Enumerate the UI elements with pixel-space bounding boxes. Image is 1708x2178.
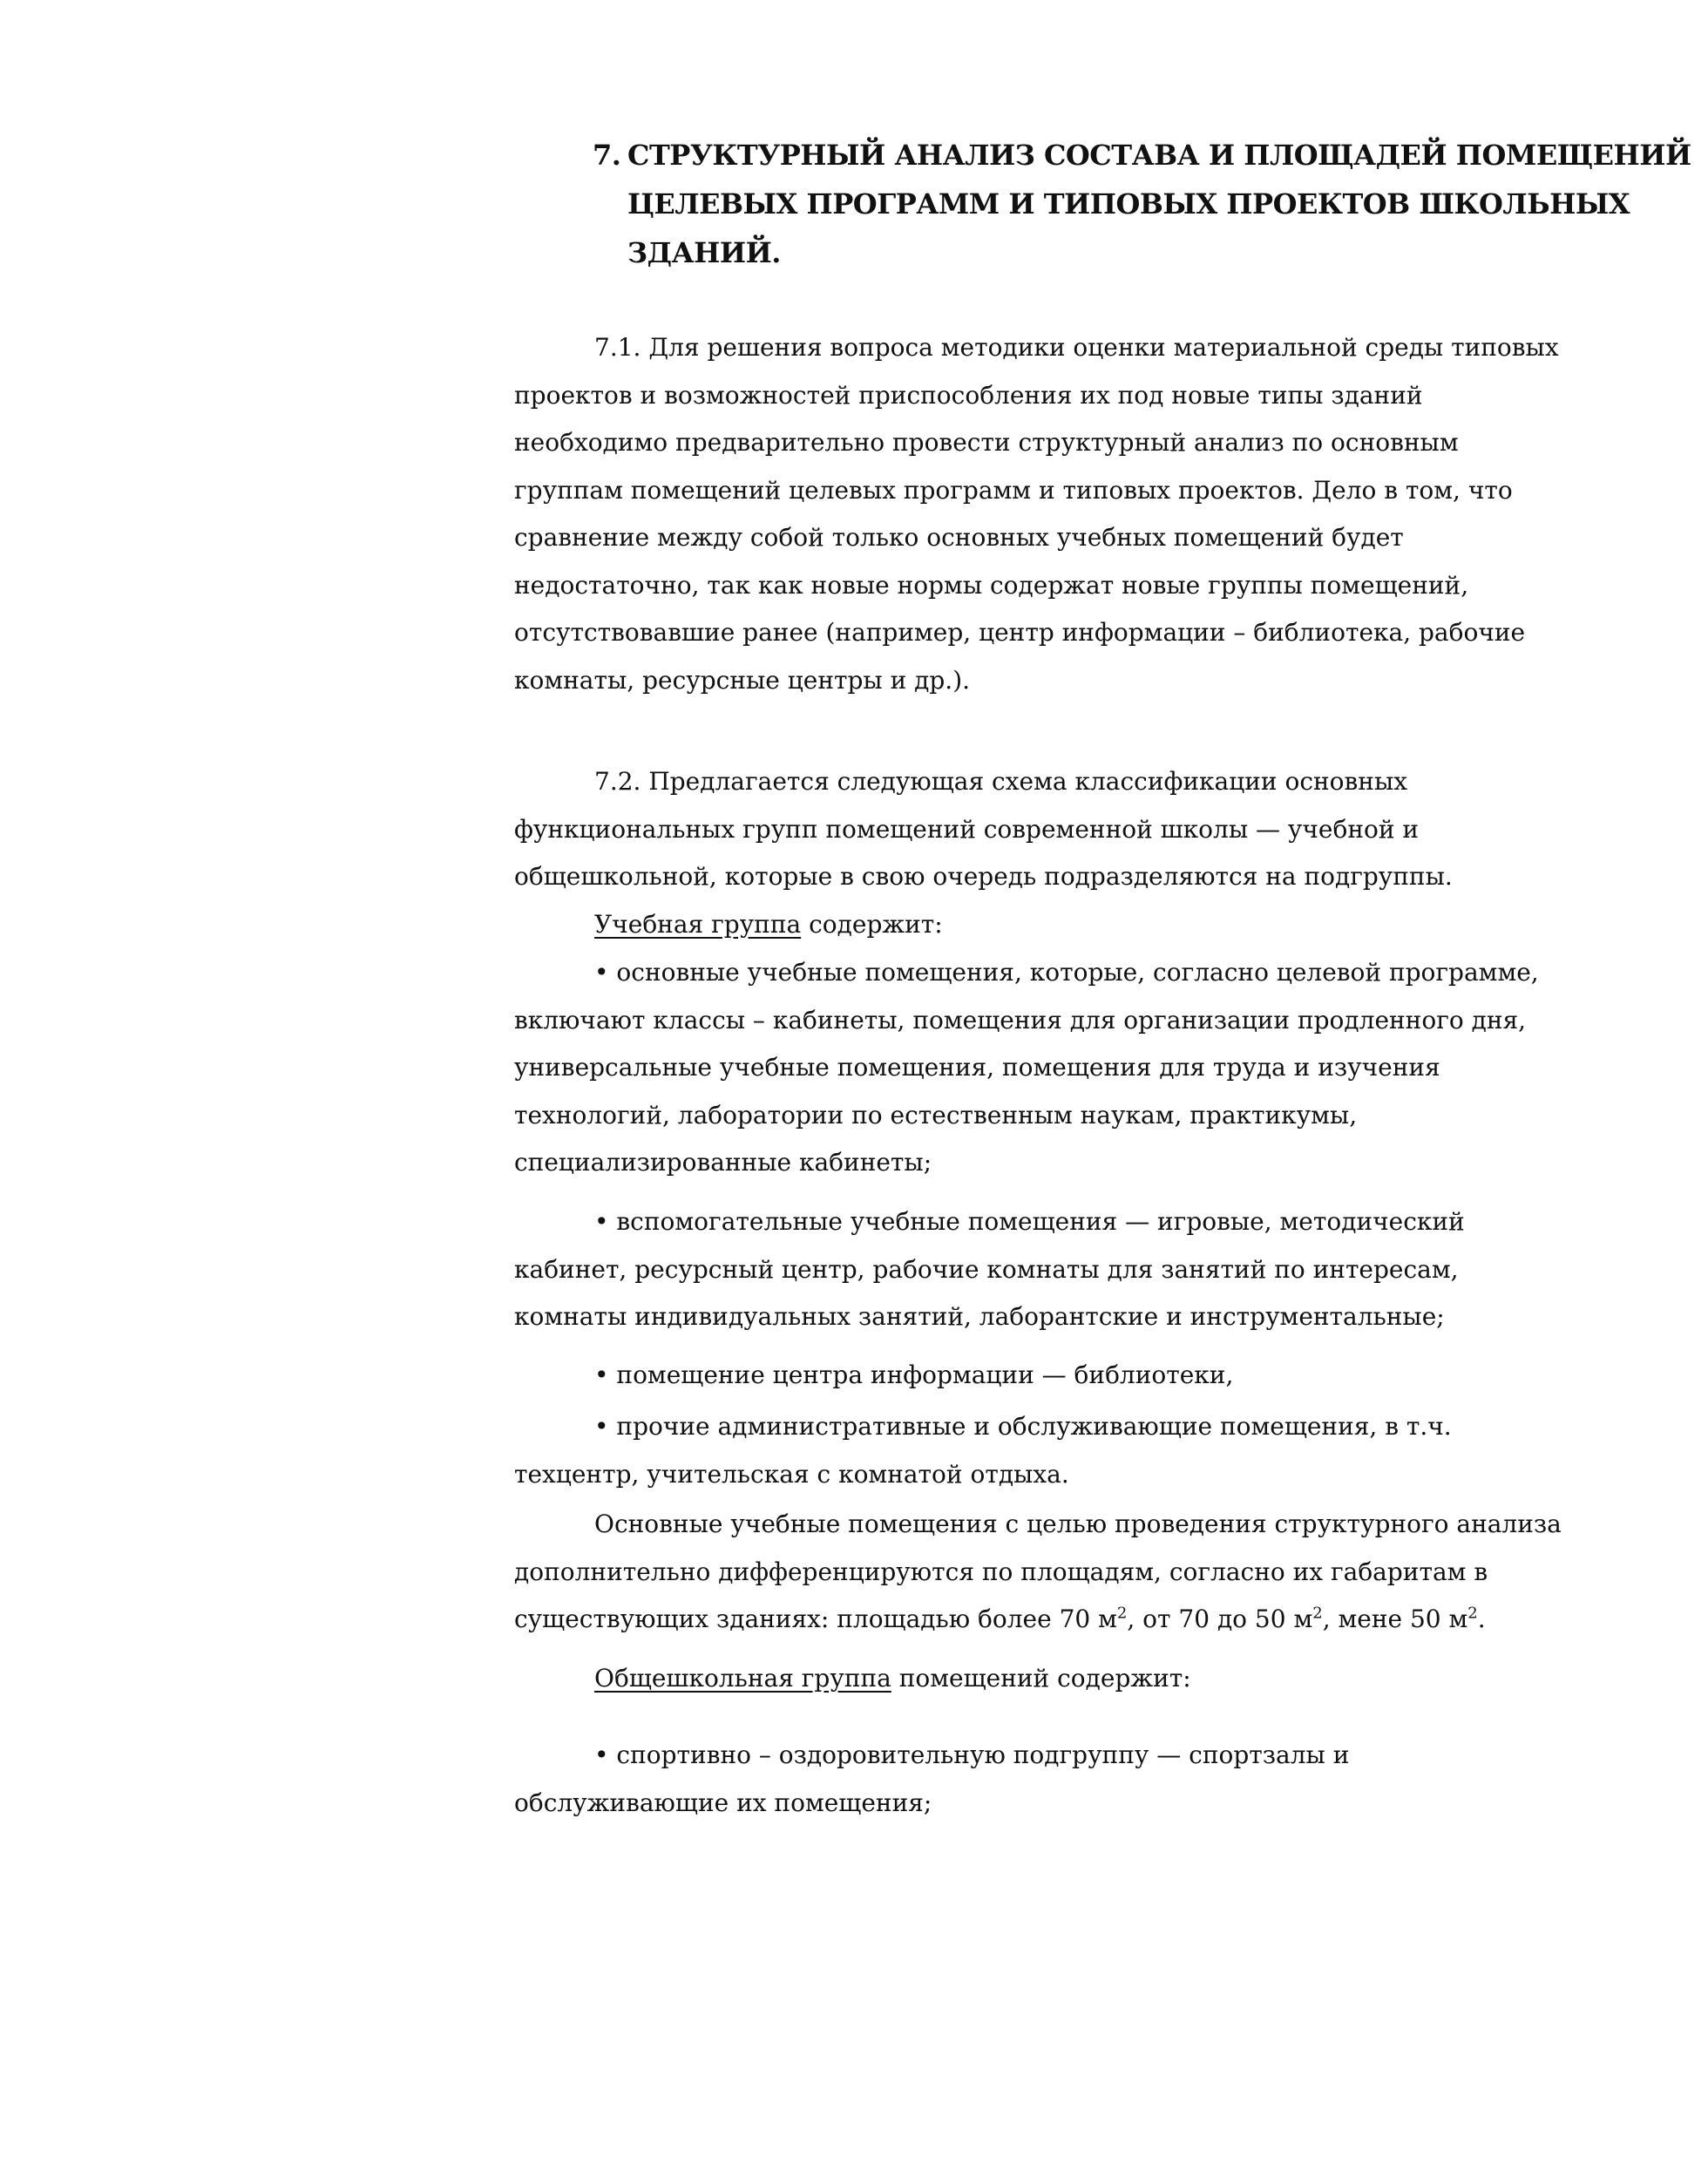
text-line: техцентр, учительская с комнатой отдыха. bbox=[514, 1459, 1069, 1489]
text-line: включают классы – кабинеты, помещения для организации продленного дня, bbox=[514, 1005, 1527, 1035]
text-line: обслуживающие их помещения; bbox=[514, 1788, 932, 1817]
text-line: 7.1. Для решения вопроса методики оценки материальной среды типовых bbox=[594, 333, 1559, 362]
text-line: отсутствовавшие ранее (например, центр информации – библиотека, рабочие bbox=[514, 618, 1526, 647]
bullet-library bbox=[514, 1352, 1630, 1400]
text-line: технологий, лаборатории по естественным наукам, практикумы, bbox=[514, 1100, 1358, 1130]
text-line: специализированные кабинеты; bbox=[514, 1148, 932, 1177]
text-line: общешкольной, которые в свою очередь подразделяются на подгруппы. bbox=[514, 862, 1453, 891]
bullet-main-rooms bbox=[514, 949, 1630, 1187]
text-line: дополнительно дифференцируются по площадям, согласно их габаритам в bbox=[514, 1557, 1488, 1586]
paragraph-main-rooms-area bbox=[514, 1501, 1630, 1644]
text-line: • спортивно – оздоровительную подгруппу — спортзалы и bbox=[594, 1740, 1350, 1769]
text-line: • прочие административные и обслуживающие помещения, в т.ч. bbox=[594, 1412, 1452, 1441]
text-line: комнаты индивидуальных занятий, лаборантские и инструментальные; bbox=[514, 1302, 1445, 1331]
text-line: функциональных групп помещений современной школы — учебной и bbox=[514, 814, 1420, 844]
text-line: сравнение между собой только основных учебных помещений будет bbox=[514, 523, 1404, 552]
text-line: недостаточно, так как новые нормы содержат новые группы помещений, bbox=[514, 570, 1469, 600]
bullet-auxiliary-rooms bbox=[514, 1198, 1630, 1341]
heading-line-1: 7. СТРУКТУРНЫЙ АНАЛИЗ СОСТАВА И ПЛОЩАДЕЙ ПОМЕЩЕНИЙ bbox=[593, 131, 1621, 180]
bullet-admin-rooms bbox=[514, 1403, 1630, 1498]
text-line: • вспомогательные учебные помещения — игровые, методический bbox=[594, 1207, 1465, 1236]
school-group-label: Общешкольная группа bbox=[594, 1664, 891, 1693]
text-line: универсальные учебные помещения, помещения для труда и изучения bbox=[514, 1053, 1440, 1082]
text-line: комнаты, ресурсные центры и др.). bbox=[514, 665, 971, 695]
text-line: группам помещений целевых программ и типовых проектов. Дело в том, что bbox=[514, 475, 1513, 505]
paragraph-7-2 bbox=[514, 758, 1630, 948]
text-line: • основные учебные помещения, которые, согласно целевой программе, bbox=[594, 958, 1539, 987]
text-line: необходимо предварительно провести структурный анализ по основным bbox=[514, 428, 1459, 457]
school-group-intro bbox=[514, 1655, 1630, 1703]
text-line: Общешкольная группа помещений содержит: bbox=[594, 1664, 1191, 1693]
section-heading bbox=[593, 131, 1691, 277]
text-line: проектов и возможностей приспособления их под новые типы зданий bbox=[514, 380, 1423, 410]
text-line: 7.2. Предлагается следующая схема классификации основных bbox=[594, 767, 1408, 796]
heading-number: 7. bbox=[593, 139, 621, 172]
text-line: • помещение центра информации — библиотеки, bbox=[594, 1360, 1234, 1389]
study-group-intro: Учебная группа содержит: bbox=[594, 909, 943, 939]
text-line: кабинет, ресурсный центр, рабочие комнаты для занятий по интересам, bbox=[514, 1254, 1459, 1284]
heading-line-2: ЦЕЛЕВЫХ ПРОГРАММ И ТИПОВЫХ ПРОЕКТОВ ШКОЛЬНЫХ bbox=[627, 187, 1630, 221]
heading-line-3: ЗДАНИЙ. bbox=[627, 236, 781, 269]
paragraph-7-1 bbox=[514, 324, 1630, 704]
study-group-label: Учебная группа bbox=[594, 909, 802, 939]
bullet-sports-rooms bbox=[514, 1732, 1630, 1827]
text-line-with-units: существующих зданиях: площадью более 70 $м^2$, от 70 до 50 $м^2$, мене 50 $м^2$. bbox=[514, 1604, 1486, 1633]
text-line: Основные учебные помещения с целью проведения структурного анализа bbox=[594, 1510, 1562, 1538]
